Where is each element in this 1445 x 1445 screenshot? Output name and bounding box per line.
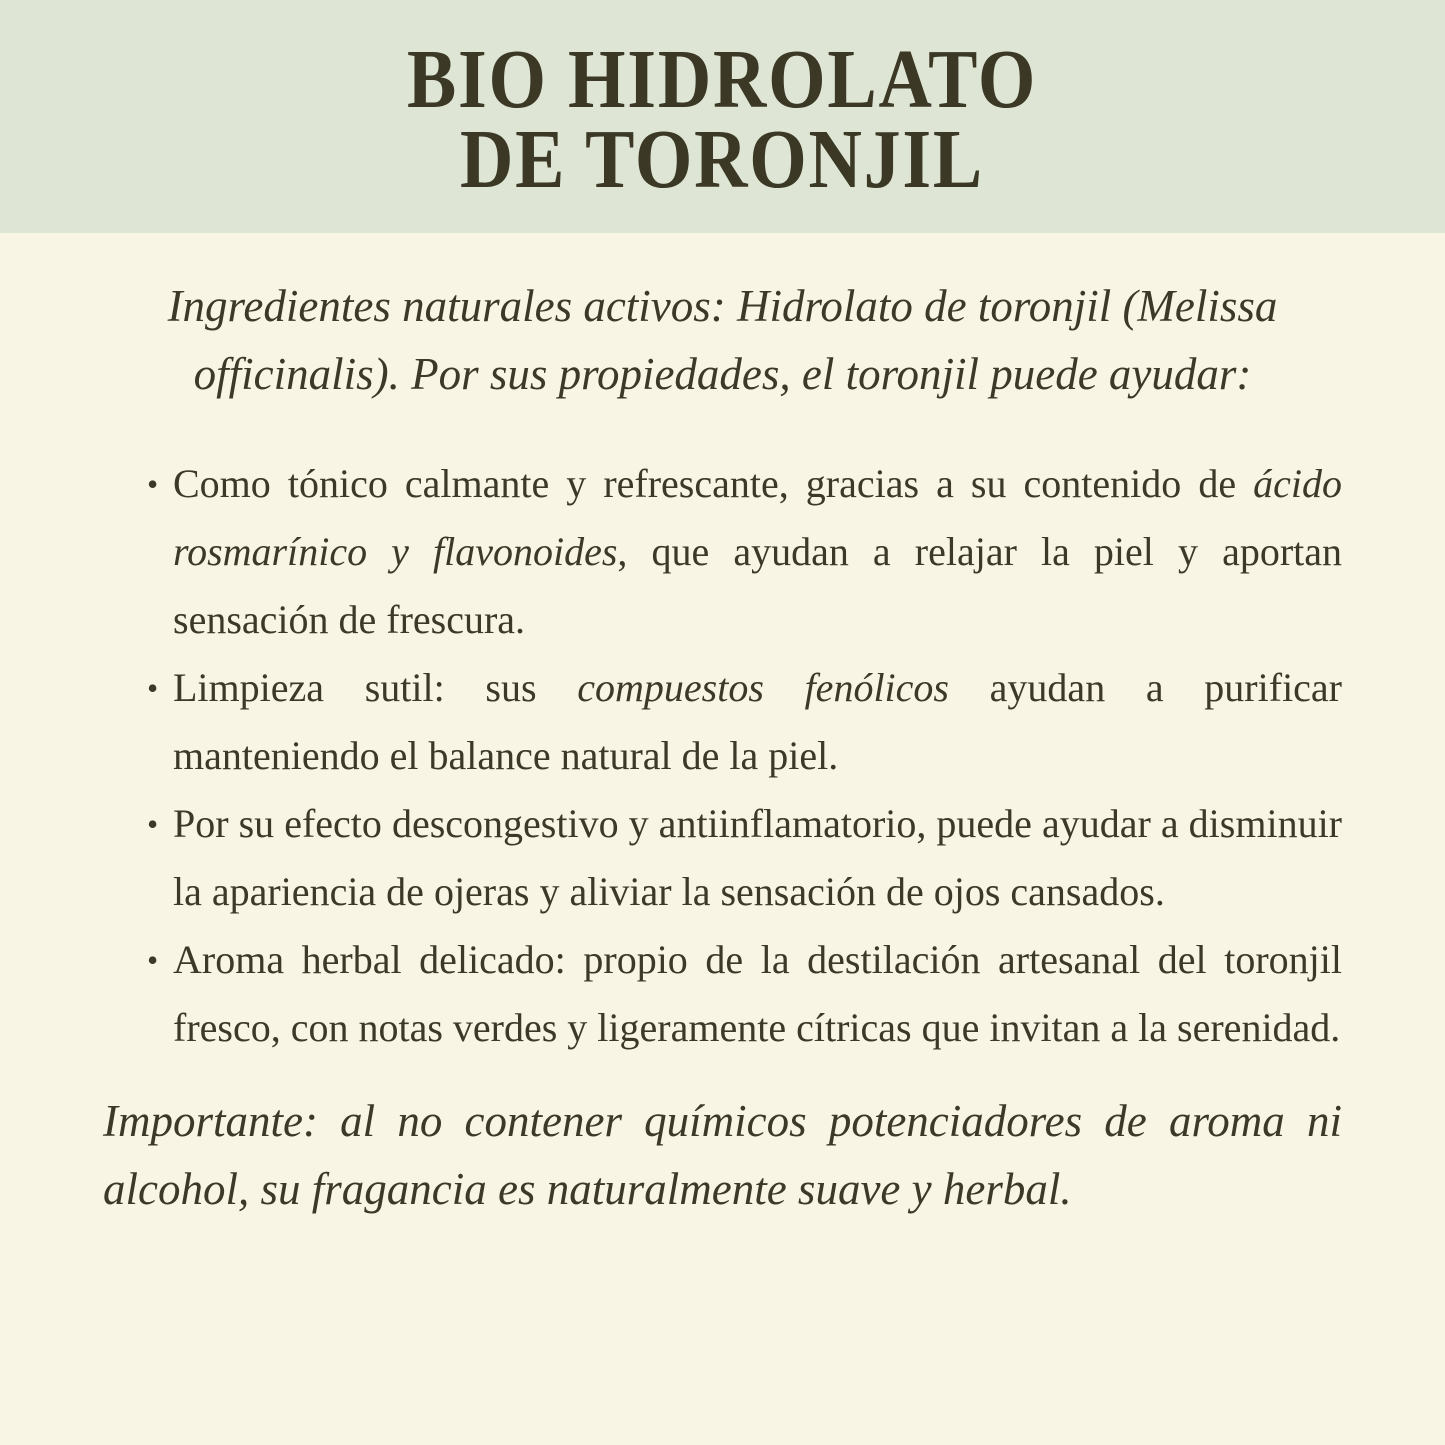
bullet-emphasis: compuestos fenólicos <box>577 665 949 710</box>
page-title <box>407 32 1038 206</box>
important-note: Importante: al no contener químicos potenciadores de aroma ni alcohol, su fragancia es naturalmente suave y herbal. <box>103 1096 1342 1214</box>
bullet-text: Limpieza sutil: sus <box>173 665 578 710</box>
bullet-text: , que ayudan a relajar la piel y aportan sensación de frescura. <box>173 529 1343 642</box>
list-item-descongestivo <box>103 790 1342 926</box>
title-line-2: DE TORONJIL <box>460 112 985 206</box>
header-band <box>0 0 1445 233</box>
list-item-aroma <box>103 926 1342 1062</box>
bullet-text: ayudan a purificar manteniendo el balance natural de la piel. <box>173 665 1343 778</box>
intro-paragraph: Ingredientes naturales activos: Hidrolato de toronjil (Melissa officinalis). Por sus propiedades, el toronjil puede ayudar: <box>167 281 1278 399</box>
bullet-text: Por su efecto descongestivo y antiinflamatorio, puede ayudar a disminuir la apariencia de ojeras y aliviar la sensación de ojos cansados. <box>173 801 1342 914</box>
benefits-list <box>103 450 1342 1062</box>
list-item-tonico <box>103 450 1342 654</box>
list-item-limpieza <box>103 654 1342 790</box>
title-line-1: BIO HIDROLATO <box>407 32 1038 126</box>
bullet-text: Aroma herbal delicado: propio de la destilación artesanal del toronjil fresco, con notas verdes y ligeramente cítricas que invitan a la serenidad. <box>173 937 1342 1050</box>
bullet-text: Como tónico calmante y refrescante, gracias a su contenido de <box>173 461 1254 506</box>
body-section <box>0 273 1445 1223</box>
bullet-emphasis: ácido rosmarínico y flavonoides <box>173 461 1342 574</box>
